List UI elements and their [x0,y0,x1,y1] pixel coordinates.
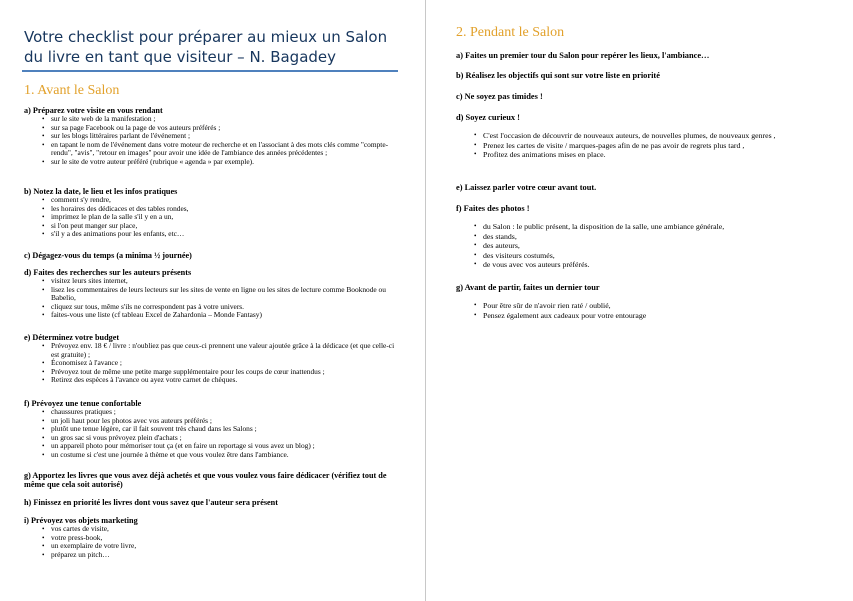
section-e-left [24,333,404,385]
list-item: • votre press-book, [51,534,404,543]
list-item: • faites-vous une liste (cf tableau Excel de Zahardonia – Monde Fantasy) [51,311,404,320]
bullet-list [24,196,404,239]
section-i-left [24,516,404,559]
list-item: • un exemplaire de votre livre, [51,542,404,551]
bullet-list [456,131,826,160]
list-item: • du Salon : le public présent, la disposition de la salle, une ambiance générale, [483,222,826,232]
list-item: • les horaires des dédicaces et des tables rondes, [51,205,404,214]
section-f-left [24,399,404,459]
section-b-right [456,71,826,80]
section-d-right [456,113,826,160]
list-item: • Pensez également aux cadeaux pour votre entourage [483,311,826,321]
section-title: e) Déterminez votre budget [24,333,120,342]
section-b-left [24,187,404,239]
list-item: • plutôt une tenue légère, car il fait souvent très chaud dans les Salons ; [51,425,404,434]
list-item: • cliquez sur tous, même s'ils ne correspondent pas à votre univers. [51,303,404,312]
list-item: • de vous avec vos auteurs préférés. [483,260,826,270]
heading-pendant-le-salon: 2. Pendant le Salon [456,25,565,40]
list-item: • lisez les commentaires de leurs lecteurs sur les sites de vente en ligne ou les sites de lecture comme Booknode ou Babelio, [51,286,404,303]
list-item: • un costume si c'est une journée à thème et que vous voulez être dans l'ambiance. [51,451,404,460]
list-item: • Prévoyez tout de même une petite marge supplémentaire pour les coups de cœur inattendus ; [51,368,404,377]
list-item: • des visiteurs costumés, [483,251,826,261]
section-title: b) Notez la date, le lieu et les infos pratiques [24,187,178,196]
bullet-list [456,222,826,270]
section-title: g) Apportez les livres que vous avez déjà achetés et que vous voulez vous faire dédicacer (vérifiez tout de même que cela soit autorisé) [24,471,387,489]
list-item: • visitez leurs sites internet, [51,277,404,286]
section-title: c) Ne soyez pas timides ! [456,92,543,101]
section-title: b) Réalisez les objectifs qui sont sur votre liste en priorité [456,71,660,80]
section-title: a) Faites un premier tour du Salon pour repérer les lieux, l'ambiance… [456,51,710,60]
list-item: • un gros sac si vous prévoyez plein d'achats ; [51,434,404,443]
list-item: • chaussures pratiques ; [51,408,404,417]
heading-avant-le-salon: 1. Avant le Salon [24,83,120,98]
section-title: d) Faites des recherches sur les auteurs présents [24,268,192,277]
section-title: a) Préparez votre visite en vous rendant [24,106,163,115]
bullet-list [456,301,826,320]
list-item: • Profitez des animations mises en place. [483,150,826,160]
list-item: • vos cartes de visite, [51,525,404,534]
list-item: • sur sa page Facebook ou la page de vos auteurs préférés ; [51,124,404,133]
section-title: g) Avant de partir, faites un dernier tour [456,283,600,292]
list-item: • préparez un pitch… [51,551,404,560]
list-item: • si l'on peut manger sur place, [51,222,404,231]
section-g-left [24,471,404,489]
list-item: • imprimez le plan de la salle s'il y en a un, [51,213,404,222]
bullet-list [24,342,404,385]
section-title: c) Dégagez-vous du temps (a minima ½ journée) [24,251,192,260]
list-item: • sur les blogs littéraires parlant de l'événement ; [51,132,404,141]
list-item: • comment s'y rendre, [51,196,404,205]
bullet-list [24,408,404,459]
list-item: • en tapant le nom de l'événement dans votre moteur de recherche et en l'associant à des mots clés comme "compte-rendu", "avis", "retour en images" pour avoir une idée de l'ambiance des années précédentes ; [51,141,404,158]
section-title: f) Prévoyez une tenue confortable [24,399,142,408]
list-item: • un appareil photo pour mémoriser tout ça (et en faire un reportage si vous avez un blog) ; [51,442,404,451]
section-title: d) Soyez curieux ! [456,113,520,122]
section-e-right [456,183,826,192]
list-item: • Économisez à l'avance ; [51,359,404,368]
list-item: • des auteurs, [483,241,826,251]
document-title: Votre checklist pour préparer au mieux un Salon du livre en tant que visiteur – N. Bagadey [24,28,388,66]
section-a-left [24,106,404,166]
section-title: e) Laissez parler votre cœur avant tout. [456,183,597,192]
section-a-right [456,51,826,60]
section-c-left [24,251,404,260]
list-item: • Pour être sûr de n'avoir rien raté / oublié, [483,301,826,311]
section-c-right [456,92,826,101]
list-item: • Prenez les cartes de visite / marques-pages afin de ne pas avoir de regrets plus tard , [483,141,826,151]
section-d-left [24,268,404,320]
list-item: • sur le site de votre auteur préféré (rubrique « agenda » par exemple). [51,158,404,167]
list-item: • Retirez des espèces à l'avance ou ayez votre carnet de chèques. [51,376,404,385]
bullet-list [24,525,404,559]
list-item: • Prévoyez env. 18 € / livre : n'oubliez pas que ceux-ci prennent une valeur ajoutée grâce à la dédicace (et que celle-ci est gratuite) ; [51,342,404,359]
section-title: f) Faites des photos ! [456,204,530,213]
bullet-list [24,115,404,166]
title-underline [22,70,398,72]
section-g-right [456,283,826,320]
section-title: i) Prévoyez vos objets marketing [24,516,138,525]
section-title: h) Finissez en priorité les livres dont vous savez que l'auteur sera présent [24,498,278,507]
list-item: • C'est l'occasion de découvrir de nouveaux auteurs, de nouvelles plumes, de nouveaux genres , [483,131,826,141]
bullet-list [24,277,404,320]
list-item: • un joli haut pour les photos avec vos auteurs préférés ; [51,417,404,426]
section-h-left [24,498,404,507]
list-item: • s'il y a des animations pour les enfants, etc… [51,230,404,239]
section-f-right [456,204,826,270]
list-item: • des stands, [483,232,826,242]
page-divider [425,0,426,601]
list-item: • sur le site web de la manifestation ; [51,115,404,124]
